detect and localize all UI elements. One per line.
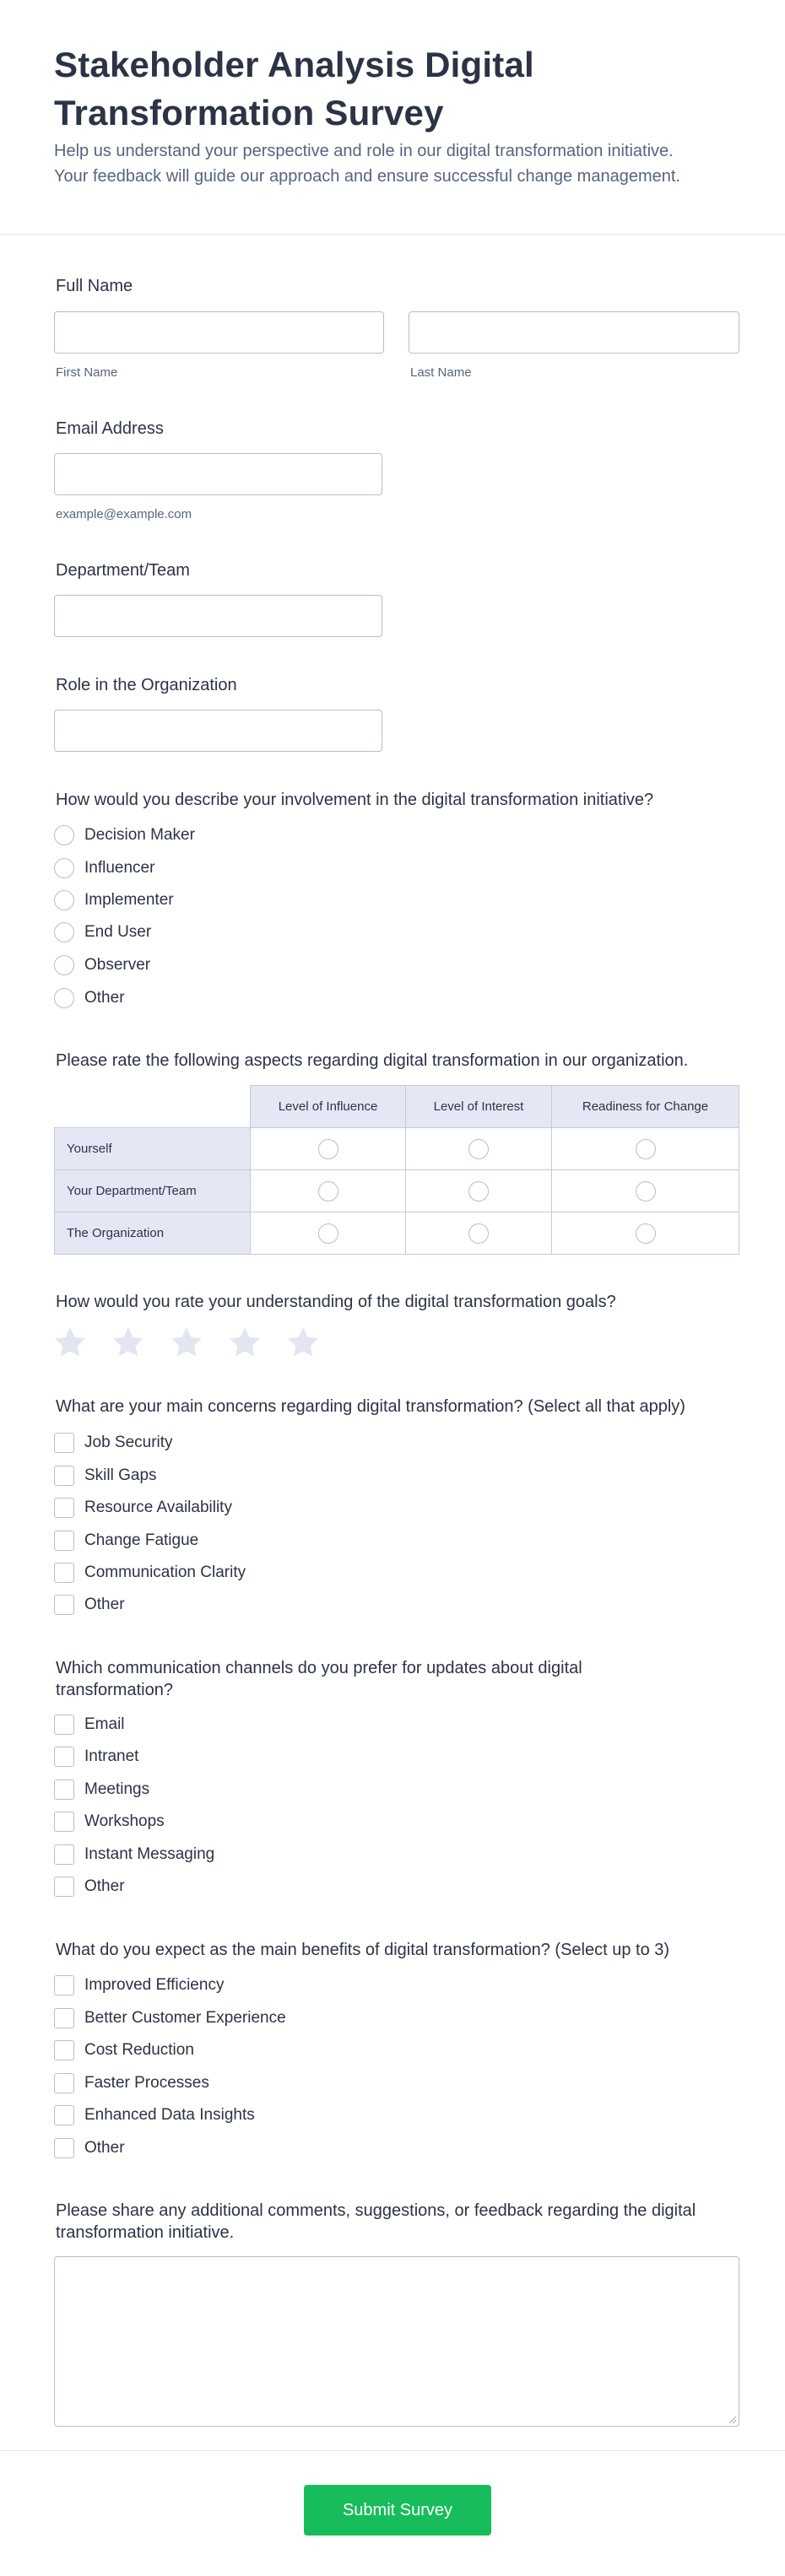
checkbox[interactable]: [54, 1563, 74, 1583]
last-name-input[interactable]: [409, 311, 739, 354]
matrix-radio[interactable]: [636, 1223, 656, 1244]
form-description: [54, 138, 731, 189]
form-footer: [0, 2450, 785, 2576]
option-label: Instant Messaging: [84, 1845, 215, 1863]
option-label: Enhanced Data Insights: [84, 2106, 255, 2124]
option-label: Better Customer Experience: [84, 2009, 286, 2027]
channels-label: [56, 1657, 582, 1701]
matrix-column-header: Level of Influence: [251, 1086, 406, 1128]
checkbox[interactable]: [54, 1433, 74, 1453]
option-label: Job Security: [84, 1434, 173, 1451]
channels-option[interactable]: [54, 1714, 125, 1736]
involvement-option[interactable]: [54, 857, 154, 879]
matrix-column-header: Readiness for Change: [552, 1086, 739, 1128]
benefits-option[interactable]: [54, 2072, 209, 2094]
option-label: Resource Availability: [84, 1499, 232, 1516]
rating-matrix: [54, 1085, 739, 1255]
option-label: Decision Maker: [84, 826, 195, 844]
checkbox[interactable]: [54, 2105, 74, 2125]
involvement-option[interactable]: [54, 987, 125, 1009]
matrix-row: [55, 1128, 739, 1170]
form-description-line-1: Help us understand your perspective and role in our digital transformation initiative.: [54, 142, 674, 160]
matrix-radio[interactable]: [468, 1223, 489, 1244]
involvement-label: How would you describe your involvement in the digital transformation initiative?: [56, 791, 654, 809]
checkbox[interactable]: [54, 1844, 74, 1865]
option-label: Workshops: [84, 1812, 165, 1830]
channels-option[interactable]: [54, 1811, 165, 1833]
involvement-option[interactable]: [54, 824, 195, 846]
concerns-option[interactable]: [54, 1432, 173, 1454]
option-label: Other: [84, 989, 125, 1007]
matrix-label: Please rate the following aspects regarding digital transformation in our organization.: [56, 1051, 689, 1070]
option-label: Meetings: [84, 1780, 150, 1798]
benefits-label: What do you expect as the main benefits of digital transformation? (Select up to 3): [56, 1941, 670, 1959]
star-icon[interactable]: [111, 1325, 146, 1360]
matrix-row-label: Your Department/Team: [55, 1170, 251, 1212]
role-label: Role in the Organization: [56, 676, 237, 694]
option-label: Cost Reduction: [84, 2041, 194, 2059]
matrix-corner: [55, 1086, 251, 1128]
matrix-row: [55, 1170, 739, 1212]
checkbox[interactable]: [54, 2008, 74, 2028]
option-label: Email: [84, 1715, 125, 1733]
benefits-option[interactable]: [54, 1974, 224, 1996]
concerns-option[interactable]: [54, 1465, 157, 1487]
benefits-option[interactable]: [54, 2007, 286, 2029]
matrix-radio[interactable]: [636, 1181, 656, 1202]
matrix-row-label: Yourself: [55, 1128, 251, 1170]
option-label: Other: [84, 1877, 125, 1895]
option-label: Improved Efficiency: [84, 1976, 225, 1994]
rating-label: How would you rate your understanding of the digital transformation goals?: [56, 1293, 616, 1311]
comments-textarea[interactable]: [54, 2256, 739, 2427]
department-input[interactable]: [54, 595, 382, 637]
checkbox[interactable]: [54, 1531, 74, 1551]
radio-button[interactable]: [54, 988, 74, 1008]
channels-option[interactable]: [54, 1876, 125, 1898]
checkbox[interactable]: [54, 1595, 74, 1615]
email-sublabel: example@example.com: [56, 507, 192, 521]
radio-button[interactable]: [54, 858, 74, 878]
matrix-radio[interactable]: [468, 1139, 489, 1159]
checkbox[interactable]: [54, 1812, 74, 1832]
full-name-label: Full Name: [56, 277, 133, 295]
channels-label-line-1: Which communication channels do you prefer for updates about digital: [56, 1659, 582, 1677]
option-label: Other: [84, 1596, 125, 1613]
checkbox[interactable]: [54, 2040, 74, 2060]
option-label: Faster Processes: [84, 2074, 209, 2092]
star-icon[interactable]: [52, 1325, 88, 1360]
concerns-option[interactable]: [54, 1530, 198, 1552]
radio-button[interactable]: [54, 890, 74, 910]
form-title: [54, 41, 731, 137]
option-label: Skill Gaps: [84, 1466, 157, 1484]
option-label: Influencer: [84, 859, 155, 877]
email-input[interactable]: [54, 453, 382, 495]
form-title-line-1: Stakeholder Analysis Digital: [54, 45, 534, 84]
channels-option[interactable]: [54, 1746, 138, 1768]
form-description-line-2: Your feedback will guide our approach and ensure successful change management.: [54, 167, 680, 186]
benefits-option[interactable]: [54, 2104, 255, 2126]
form-title-line-2: Transformation Survey: [54, 93, 444, 132]
radio-button[interactable]: [54, 922, 74, 942]
option-label: End User: [84, 923, 152, 941]
star-icon[interactable]: [285, 1325, 321, 1360]
checkbox[interactable]: [54, 2073, 74, 2093]
channels-label-line-2: transformation?: [56, 1681, 173, 1699]
involvement-option[interactable]: [54, 954, 150, 976]
checkbox[interactable]: [54, 1779, 74, 1800]
checkbox[interactable]: [54, 1498, 74, 1518]
checkbox[interactable]: [54, 1747, 74, 1767]
option-label: Change Fatigue: [84, 1531, 199, 1549]
submit-button[interactable]: Submit Survey: [304, 2485, 491, 2535]
radio-button[interactable]: [54, 955, 74, 975]
form-header: [0, 0, 785, 235]
concerns-label: What are your main concerns regarding digital transformation? (Select all that apply): [56, 1397, 685, 1416]
channels-option[interactable]: [54, 1779, 149, 1801]
checkbox[interactable]: [54, 1715, 74, 1735]
matrix-row: [55, 1212, 739, 1255]
matrix-row-label: The Organization: [55, 1212, 251, 1255]
channels-option[interactable]: [54, 1844, 214, 1866]
option-label: Observer: [84, 956, 151, 974]
star-icon[interactable]: [169, 1325, 204, 1360]
matrix-radio[interactable]: [468, 1181, 489, 1202]
option-label: Other: [84, 2139, 125, 2157]
benefits-option[interactable]: [54, 2137, 125, 2159]
matrix-column-header: Level of Interest: [406, 1086, 552, 1128]
first-name-sublabel: First Name: [56, 365, 118, 380]
comments-label-line-1: Please share any additional comments, suggestions, or feedback regarding the digital: [56, 2201, 696, 2220]
star-rating: [52, 1325, 344, 1360]
checkbox[interactable]: [54, 1877, 74, 1897]
matrix-radio[interactable]: [636, 1139, 656, 1159]
comments-label: [56, 2200, 696, 2244]
checkbox[interactable]: [54, 1466, 74, 1486]
option-label: Intranet: [84, 1747, 139, 1765]
checkbox[interactable]: [54, 1975, 74, 1995]
concerns-option[interactable]: [54, 1497, 232, 1519]
resize-handle-icon[interactable]: [728, 2416, 737, 2424]
comments-label-line-2: transformation initiative.: [56, 2223, 235, 2242]
option-label: Communication Clarity: [84, 1563, 246, 1581]
first-name-input[interactable]: [54, 311, 384, 354]
option-label: Implementer: [84, 891, 174, 909]
email-label: Email Address: [56, 419, 164, 438]
checkbox[interactable]: [54, 2138, 74, 2158]
concerns-option[interactable]: [54, 1562, 246, 1584]
matrix-radio[interactable]: [318, 1139, 338, 1159]
last-name-sublabel: Last Name: [410, 365, 472, 380]
radio-button[interactable]: [54, 825, 74, 845]
matrix-radio[interactable]: [318, 1181, 338, 1202]
involvement-option[interactable]: [54, 889, 174, 911]
concerns-option[interactable]: [54, 1594, 125, 1616]
star-icon[interactable]: [227, 1325, 263, 1360]
involvement-option[interactable]: [54, 921, 151, 943]
matrix-radio[interactable]: [318, 1223, 338, 1244]
department-label: Department/Team: [56, 561, 190, 580]
benefits-option[interactable]: [54, 2039, 194, 2061]
role-input[interactable]: [54, 710, 382, 752]
